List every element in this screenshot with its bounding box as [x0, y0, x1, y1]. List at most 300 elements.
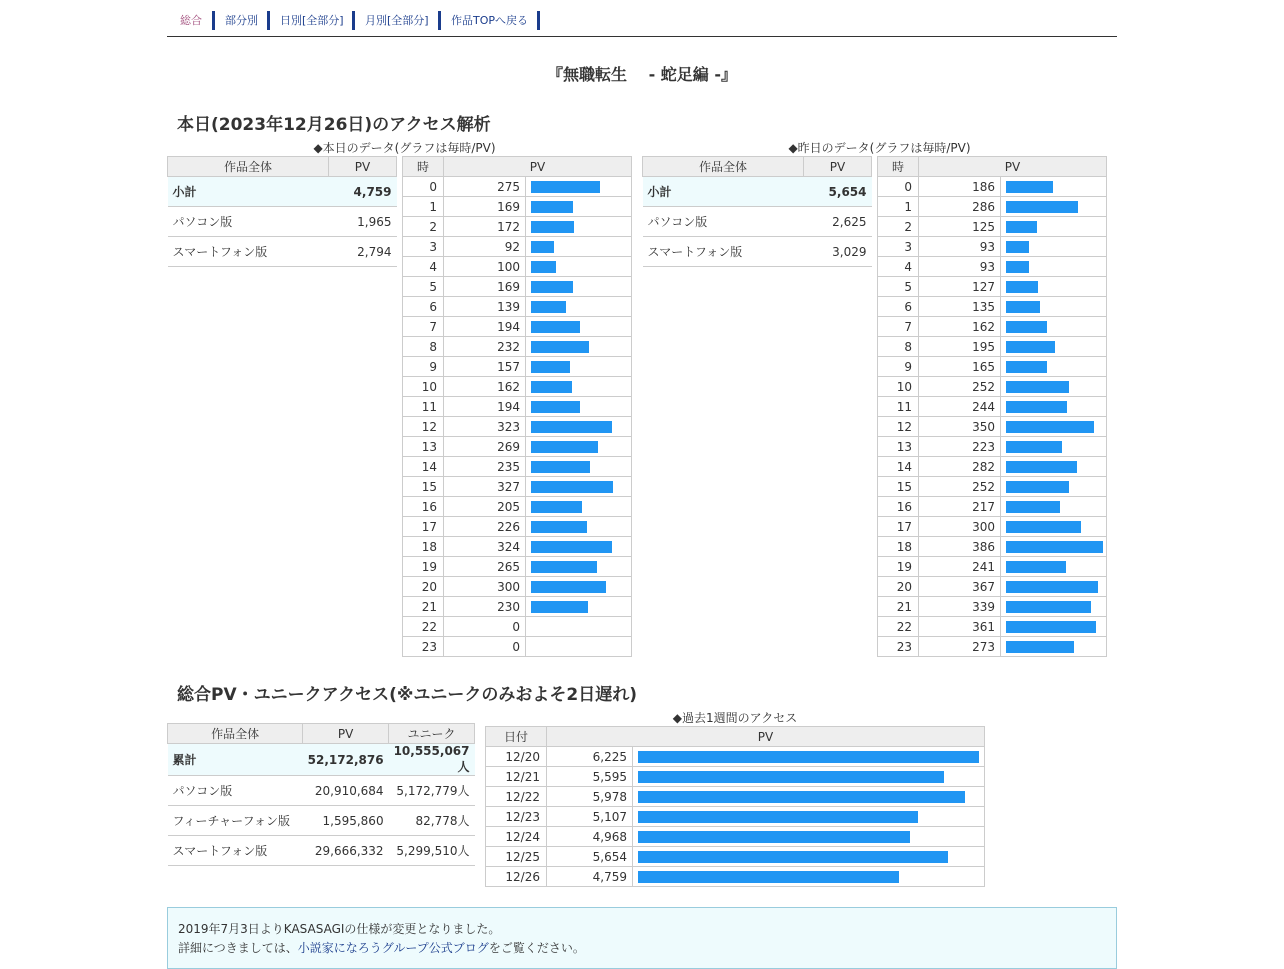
hour-bar	[1006, 481, 1069, 493]
hour-pv-value: 327	[444, 477, 526, 497]
hour-bar-cell	[526, 357, 632, 377]
hour-pv-value: 235	[444, 457, 526, 477]
hour-bar	[531, 481, 613, 493]
row-label: スマートフォン版	[168, 237, 329, 267]
hour-row	[403, 417, 632, 437]
hour-label: 16	[403, 497, 444, 517]
col-header: 時	[403, 157, 444, 177]
hour-bar	[1006, 441, 1062, 453]
hour-row	[878, 497, 1107, 517]
hour-row	[403, 477, 632, 497]
hour-pv-value: 252	[919, 477, 1001, 497]
hour-row	[403, 337, 632, 357]
hour-row	[878, 597, 1107, 617]
hour-bar	[1006, 261, 1029, 273]
hour-bar-cell	[526, 637, 632, 657]
hour-bar	[1006, 201, 1078, 213]
week-table	[485, 726, 985, 887]
hour-pv-value: 0	[444, 617, 526, 637]
hour-bar-cell	[526, 437, 632, 457]
hour-bar-cell	[1001, 497, 1107, 517]
hour-pv-value: 186	[919, 177, 1001, 197]
hour-bar-cell	[526, 217, 632, 237]
week-bar	[638, 791, 965, 803]
hour-label: 0	[878, 177, 919, 197]
hour-row	[878, 577, 1107, 597]
nav-summary-link[interactable]: 総合	[180, 14, 202, 27]
hour-row	[878, 417, 1107, 437]
hour-label: 6	[878, 297, 919, 317]
hour-bar-cell	[526, 477, 632, 497]
week-date: 12/25	[486, 847, 547, 867]
hour-row	[878, 437, 1107, 457]
row-label: パソコン版	[643, 207, 804, 237]
hour-row	[403, 437, 632, 457]
table-row	[643, 207, 872, 237]
hour-row	[403, 297, 632, 317]
week-bar-cell	[633, 807, 985, 827]
hour-bar	[1006, 461, 1077, 473]
week-row	[486, 807, 985, 827]
hour-bar	[1006, 301, 1040, 313]
hour-pv-value: 244	[919, 397, 1001, 417]
hour-bar	[531, 601, 588, 613]
hour-bar-cell	[1001, 617, 1107, 637]
hour-label: 8	[878, 337, 919, 357]
week-pv-value: 5,654	[547, 847, 633, 867]
row-pv: 29,666,332	[303, 836, 389, 866]
week-row	[486, 827, 985, 847]
hour-bar-cell	[526, 317, 632, 337]
hour-bar-cell	[526, 517, 632, 537]
week-bar-cell	[633, 867, 985, 887]
hour-pv-value: 223	[919, 437, 1001, 457]
table-row	[643, 177, 872, 207]
hour-bar-cell	[1001, 397, 1107, 417]
row-value: 3,029	[804, 237, 872, 267]
info-line-1: 2019年7月3日よりKASASAGIの仕様が変更となりました。	[178, 922, 501, 936]
hour-bar	[1006, 221, 1037, 233]
hour-row	[403, 577, 632, 597]
hour-bar	[1006, 421, 1094, 433]
hour-pv-value: 273	[919, 637, 1001, 657]
row-label: フィーチャーフォン版	[168, 806, 303, 836]
hour-pv-value: 0	[444, 637, 526, 657]
col-header: 日付	[486, 727, 547, 747]
hour-bar-cell	[526, 397, 632, 417]
hour-label: 4	[403, 257, 444, 277]
row-pv: 1,595,860	[303, 806, 389, 836]
info-notice	[167, 907, 1117, 969]
hour-row	[878, 277, 1107, 297]
table-row	[168, 776, 475, 806]
hour-label: 6	[403, 297, 444, 317]
table-row	[168, 806, 475, 836]
col-header: 作品全体	[168, 724, 303, 744]
week-row	[486, 867, 985, 887]
hour-bar	[1006, 521, 1081, 533]
week-bar	[638, 811, 918, 823]
week-bar	[638, 831, 910, 843]
week-date: 12/24	[486, 827, 547, 847]
hour-label: 22	[403, 617, 444, 637]
hour-pv-value: 195	[919, 337, 1001, 357]
total-heading: 総合PV・ユニークアクセス(※ユニークのみおよそ2日遅れ)	[177, 685, 637, 705]
today-summary-table	[167, 156, 397, 267]
hour-bar	[531, 261, 556, 273]
week-bar-cell	[633, 767, 985, 787]
hour-label: 4	[878, 257, 919, 277]
hour-bar	[531, 381, 572, 393]
hour-pv-value: 350	[919, 417, 1001, 437]
hour-bar-cell	[1001, 357, 1107, 377]
week-row	[486, 787, 985, 807]
hour-bar	[531, 201, 573, 213]
hour-label: 8	[403, 337, 444, 357]
hour-row	[878, 217, 1107, 237]
hour-row	[878, 457, 1107, 477]
hour-label: 2	[403, 217, 444, 237]
hour-bar	[531, 461, 590, 473]
hour-label: 21	[878, 597, 919, 617]
row-label: パソコン版	[168, 776, 303, 806]
week-bar	[638, 751, 979, 763]
hour-pv-value: 367	[919, 577, 1001, 597]
row-value: 1,965	[329, 207, 397, 237]
hour-pv-value: 323	[444, 417, 526, 437]
col-header: 時	[878, 157, 919, 177]
row-label: スマートフォン版	[168, 836, 303, 866]
hour-bar-cell	[526, 257, 632, 277]
info-line-2-pre: 詳細につきましては、	[178, 941, 298, 955]
hour-pv-value: 162	[444, 377, 526, 397]
hour-pv-value: 93	[919, 257, 1001, 277]
week-date: 12/22	[486, 787, 547, 807]
hour-label: 17	[878, 517, 919, 537]
hour-bar-cell	[1001, 517, 1107, 537]
hour-pv-value: 127	[919, 277, 1001, 297]
hour-bar-cell	[1001, 557, 1107, 577]
page-title: 『無職転生 - 蛇足編 -』	[547, 65, 737, 84]
hour-row	[403, 177, 632, 197]
hour-bar	[531, 341, 589, 353]
hour-bar-cell	[526, 297, 632, 317]
row-pv: 20,910,684	[303, 776, 389, 806]
hour-pv-value: 300	[919, 517, 1001, 537]
info-line-2-post: をご覧ください。	[488, 941, 585, 955]
row-label: 累計	[168, 744, 303, 776]
week-pv-value: 4,759	[547, 867, 633, 887]
hour-row	[403, 617, 632, 637]
hour-label: 10	[403, 377, 444, 397]
hour-bar	[1006, 501, 1060, 513]
week-date: 12/23	[486, 807, 547, 827]
hour-bar-cell	[1001, 377, 1107, 397]
week-bar-cell	[633, 787, 985, 807]
hour-pv-value: 232	[444, 337, 526, 357]
hour-label: 13	[878, 437, 919, 457]
row-unique: 82,778人	[389, 806, 475, 836]
hour-pv-value: 300	[444, 577, 526, 597]
row-unique: 5,299,510人	[389, 836, 475, 866]
hour-row	[878, 337, 1107, 357]
hour-row	[403, 217, 632, 237]
hour-pv-value: 361	[919, 617, 1001, 637]
hour-bar	[531, 441, 598, 453]
hour-label: 7	[878, 317, 919, 337]
hour-row	[878, 477, 1107, 497]
hour-bar-cell	[526, 337, 632, 357]
hour-label: 7	[403, 317, 444, 337]
hour-bar	[531, 241, 554, 253]
col-header: PV	[329, 157, 397, 177]
hour-label: 23	[403, 637, 444, 657]
hour-bar	[1006, 381, 1069, 393]
hour-pv-value: 157	[444, 357, 526, 377]
hour-pv-value: 282	[919, 457, 1001, 477]
hour-pv-value: 275	[444, 177, 526, 197]
hour-pv-value: 226	[444, 517, 526, 537]
hour-label: 19	[878, 557, 919, 577]
hour-bar-cell	[1001, 577, 1107, 597]
hour-bar	[531, 561, 597, 573]
hour-bar	[1006, 341, 1055, 353]
hour-label: 18	[878, 537, 919, 557]
today-caption: ◆本日のデータ(グラフは毎時/PV)	[313, 141, 496, 155]
table-row	[168, 207, 397, 237]
col-header: PV	[919, 157, 1107, 177]
week-pv-value: 6,225	[547, 747, 633, 767]
hour-bar	[1006, 581, 1098, 593]
hour-bar	[1006, 401, 1067, 413]
hour-bar	[531, 181, 600, 193]
hour-bar	[531, 541, 612, 553]
hour-bar	[531, 281, 573, 293]
hour-row	[403, 397, 632, 417]
hour-bar-cell	[1001, 237, 1107, 257]
hour-label: 9	[878, 357, 919, 377]
hour-bar-cell	[526, 557, 632, 577]
hour-bar-cell	[1001, 597, 1107, 617]
hour-bar	[1006, 561, 1066, 573]
hour-row	[878, 237, 1107, 257]
hour-bar	[531, 521, 587, 533]
hour-label: 13	[403, 437, 444, 457]
hour-pv-value: 172	[444, 217, 526, 237]
nav-daily-link[interactable]: 日別[全部分]	[280, 14, 344, 27]
row-unique: 10,555,067人	[389, 744, 475, 776]
hour-label: 10	[878, 377, 919, 397]
hour-bar-cell	[1001, 637, 1107, 657]
hour-label: 14	[403, 457, 444, 477]
hour-pv-value: 339	[919, 597, 1001, 617]
hour-label: 9	[403, 357, 444, 377]
hour-row	[878, 637, 1107, 657]
hour-row	[403, 557, 632, 577]
hour-bar-cell	[1001, 257, 1107, 277]
week-pv-value: 5,595	[547, 767, 633, 787]
week-pv-value: 5,107	[547, 807, 633, 827]
hour-bar	[531, 221, 574, 233]
week-bar-cell	[633, 847, 985, 867]
hour-row	[403, 237, 632, 257]
hour-pv-value: 265	[444, 557, 526, 577]
hour-bar	[531, 301, 566, 313]
hour-bar-cell	[1001, 537, 1107, 557]
hour-bar	[1006, 601, 1091, 613]
hour-bar	[531, 421, 612, 433]
week-bar-cell	[633, 827, 985, 847]
hour-row	[878, 557, 1107, 577]
hour-bar-cell	[526, 537, 632, 557]
hour-bar	[531, 361, 570, 373]
col-header: 作品全体	[168, 157, 329, 177]
hour-bar-cell	[526, 577, 632, 597]
hour-pv-value: 162	[919, 317, 1001, 337]
hour-pv-value: 241	[919, 557, 1001, 577]
hour-pv-value: 324	[444, 537, 526, 557]
week-bar	[638, 771, 944, 783]
hour-label: 20	[878, 577, 919, 597]
row-label: 小計	[643, 177, 804, 207]
table-row	[168, 744, 475, 776]
hour-pv-value: 205	[444, 497, 526, 517]
hour-label: 16	[878, 497, 919, 517]
row-unique: 5,172,779人	[389, 776, 475, 806]
hour-bar-cell	[1001, 457, 1107, 477]
week-pv-value: 5,978	[547, 787, 633, 807]
hour-bar-cell	[526, 417, 632, 437]
hour-pv-value: 217	[919, 497, 1001, 517]
row-value: 2,794	[329, 237, 397, 267]
nav-by-part-link[interactable]: 部分別	[225, 14, 258, 27]
info-line-2	[178, 939, 585, 956]
yesterday-hourly-table	[877, 156, 1107, 657]
hour-bar	[1006, 641, 1074, 653]
row-value: 4,759	[329, 177, 397, 207]
hour-row	[403, 357, 632, 377]
yesterday-caption: ◆昨日のデータ(グラフは毎時/PV)	[788, 141, 971, 155]
hour-row	[878, 397, 1107, 417]
hour-bar-cell	[1001, 337, 1107, 357]
hour-row	[403, 597, 632, 617]
hour-label: 5	[878, 277, 919, 297]
hour-pv-value: 165	[919, 357, 1001, 377]
table-row	[168, 836, 475, 866]
hour-bar-cell	[1001, 317, 1107, 337]
hour-row	[403, 197, 632, 217]
hour-pv-value: 135	[919, 297, 1001, 317]
hour-pv-value: 286	[919, 197, 1001, 217]
hour-bar	[1006, 181, 1053, 193]
row-label: パソコン版	[168, 207, 329, 237]
hour-label: 1	[403, 197, 444, 217]
hour-label: 3	[403, 237, 444, 257]
week-date: 12/20	[486, 747, 547, 767]
hour-label: 3	[878, 237, 919, 257]
col-header: ユニーク	[389, 724, 475, 744]
yesterday-summary-table	[642, 156, 872, 267]
hour-row	[403, 637, 632, 657]
row-label: スマートフォン版	[643, 237, 804, 267]
hour-bar-cell	[526, 177, 632, 197]
week-bar	[638, 851, 948, 863]
hour-pv-value: 100	[444, 257, 526, 277]
hour-bar-cell	[1001, 217, 1107, 237]
week-row	[486, 767, 985, 787]
hour-bar	[531, 501, 582, 513]
week-caption: ◆過去1週間のアクセス	[672, 711, 798, 725]
week-row	[486, 847, 985, 867]
hour-bar-cell	[526, 597, 632, 617]
hour-label: 20	[403, 577, 444, 597]
hour-row	[878, 257, 1107, 277]
today-heading: 本日(2023年12月26日)のアクセス解析	[177, 115, 491, 135]
today-hourly-table	[402, 156, 632, 657]
week-date: 12/26	[486, 867, 547, 887]
hour-bar-cell	[1001, 277, 1107, 297]
hour-bar	[531, 321, 580, 333]
hour-label: 19	[403, 557, 444, 577]
hour-bar-cell	[1001, 477, 1107, 497]
hour-row	[878, 297, 1107, 317]
hour-pv-value: 386	[919, 537, 1001, 557]
hour-bar-cell	[526, 377, 632, 397]
hour-row	[403, 497, 632, 517]
hour-bar-cell	[526, 197, 632, 217]
hour-label: 17	[403, 517, 444, 537]
hour-pv-value: 252	[919, 377, 1001, 397]
hour-row	[403, 257, 632, 277]
hour-row	[403, 537, 632, 557]
col-header: PV	[444, 157, 632, 177]
hour-bar-cell	[526, 277, 632, 297]
hour-pv-value: 269	[444, 437, 526, 457]
table-row	[643, 237, 872, 267]
hour-label: 14	[878, 457, 919, 477]
nav-work-top-link[interactable]: 作品TOPへ戻る	[451, 14, 529, 27]
hour-bar	[1006, 241, 1029, 253]
hour-bar	[1006, 281, 1038, 293]
top-nav	[167, 10, 1117, 37]
table-row	[168, 237, 397, 267]
hour-bar-cell	[1001, 297, 1107, 317]
hour-row	[878, 517, 1107, 537]
official-blog-link[interactable]: 小説家になろうグループ公式ブログ	[297, 941, 489, 955]
hour-bar	[531, 401, 580, 413]
hour-row	[878, 537, 1107, 557]
hour-bar	[1006, 361, 1047, 373]
row-label: 小計	[168, 177, 329, 207]
hour-bar	[1006, 621, 1096, 633]
hour-pv-value: 92	[444, 237, 526, 257]
hour-pv-value: 125	[919, 217, 1001, 237]
hour-label: 1	[878, 197, 919, 217]
week-pv-value: 4,968	[547, 827, 633, 847]
row-value: 5,654	[804, 177, 872, 207]
hour-label: 22	[878, 617, 919, 637]
nav-monthly-link[interactable]: 月別[全部分]	[365, 14, 429, 27]
hour-pv-value: 139	[444, 297, 526, 317]
hour-label: 23	[878, 637, 919, 657]
col-header: PV	[547, 727, 985, 747]
hour-bar	[1006, 541, 1103, 553]
hour-row	[403, 277, 632, 297]
hour-bar-cell	[526, 497, 632, 517]
hour-bar-cell	[1001, 437, 1107, 457]
hour-bar	[531, 581, 606, 593]
hour-bar-cell	[1001, 197, 1107, 217]
